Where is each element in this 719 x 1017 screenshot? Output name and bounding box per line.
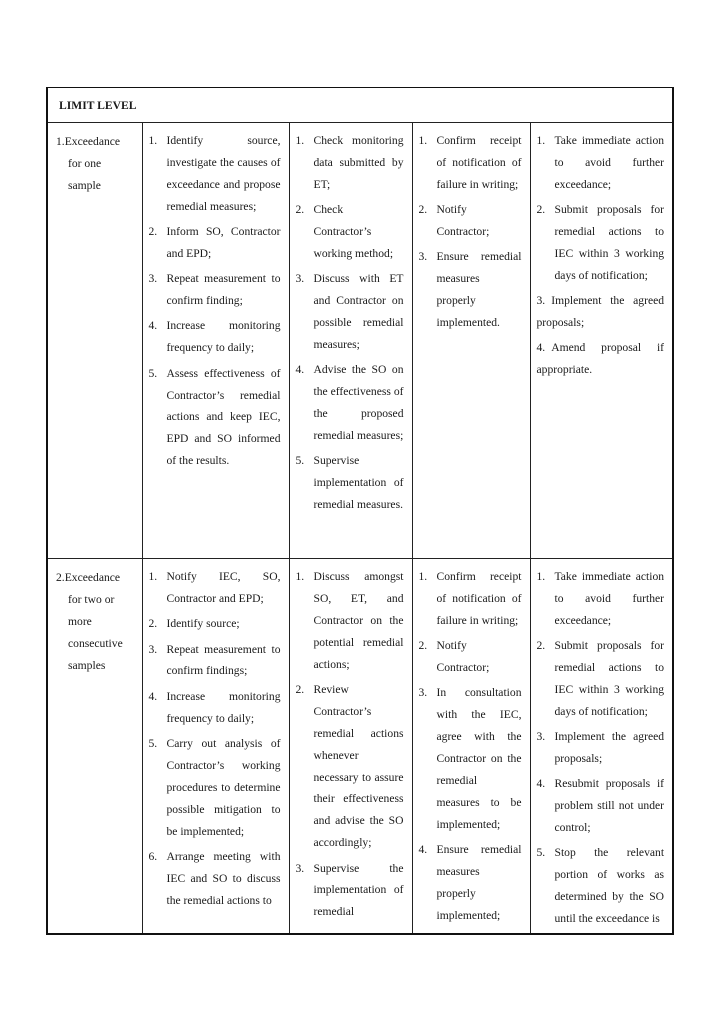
- item-text: Submit proposals for remedial actions to IEC within 3 working days of notification;: [554, 639, 665, 718]
- action-item: [537, 130, 665, 196]
- item-number: 3.: [148, 272, 158, 286]
- item-text: Identify source, investigate the causes of exceedance and propose remedial measures;: [166, 134, 281, 213]
- item-number: 3.: [536, 294, 546, 308]
- item-text: Supervise implementation of remedial measures.: [313, 454, 404, 512]
- item-text: Repeat measurement to confirm finding;: [166, 272, 281, 308]
- et-action-cell: [142, 559, 289, 935]
- item-number: 4.: [536, 777, 546, 791]
- item-number: 2.: [418, 203, 428, 217]
- condition-line: samples: [68, 658, 106, 672]
- action-item: [296, 359, 404, 447]
- item-text: Notify IEC, SO, Contractor and EPD;: [166, 570, 281, 605]
- item-text: Take immediate action to avoid further exceedance;: [554, 134, 665, 191]
- item-number: 1.: [295, 134, 305, 147]
- item-text: Advise the SO on the effectiveness of the proposed remedial measures;: [313, 363, 404, 442]
- item-number: 2.: [536, 203, 546, 217]
- item-text: Implement the agreed proposals;: [536, 294, 665, 330]
- item-number: 6.: [148, 849, 158, 863]
- action-item: [419, 246, 522, 334]
- item-number: 1.: [295, 570, 305, 583]
- item-text: Confirm receipt of notification of failure in writing;: [436, 570, 522, 627]
- action-item: [149, 221, 281, 265]
- iec-action-cell: [289, 123, 412, 559]
- header-row: [47, 88, 673, 123]
- item-number: 4.: [295, 363, 305, 377]
- item-number: 3.: [418, 686, 428, 700]
- action-item: [149, 268, 281, 312]
- action-item: [149, 613, 281, 635]
- iec-action-cell: [289, 559, 412, 935]
- item-number: 5.: [295, 454, 305, 468]
- item-number: 1.: [418, 134, 428, 147]
- action-item: [537, 337, 665, 381]
- action-item: [149, 686, 281, 730]
- item-number: 4.: [148, 319, 158, 333]
- item-number: 2.: [536, 639, 546, 653]
- action-item: [537, 290, 665, 334]
- item-text: Submit proposals for remedial actions to IEC within 3 working days of notification;: [554, 203, 665, 282]
- item-number: 3.: [148, 642, 158, 656]
- item-text: Repeat measurement to confirm findings;: [166, 642, 281, 678]
- action-item: [149, 315, 281, 359]
- item-text: Discuss with ET and Contractor on possible remedial measures;: [313, 272, 404, 351]
- table-row: [47, 559, 673, 935]
- action-item: [419, 682, 522, 835]
- item-text: Amend proposal if appropriate.: [536, 341, 665, 377]
- action-item: [419, 130, 522, 196]
- item-number: 3.: [418, 250, 428, 264]
- item-number: 3.: [536, 730, 546, 744]
- action-item: [296, 679, 404, 854]
- condition-line: more: [68, 614, 92, 628]
- item-text: Stop the relevant portion of works as determined by the SO until the exceedance is: [554, 846, 665, 926]
- item-text: Arrange meeting with IEC and SO to discuss the remedial actions to: [166, 849, 281, 907]
- condition-line: sample: [68, 178, 101, 192]
- condition-line: 1.Exceedance: [56, 135, 121, 148]
- item-number: 2.: [295, 203, 305, 217]
- contractor-action-cell: [530, 123, 673, 559]
- item-number: 1.: [148, 134, 158, 147]
- table-row: [47, 123, 673, 559]
- item-text: Notify Contractor;: [436, 203, 490, 239]
- action-item: [419, 199, 522, 243]
- item-text: Implement the agreed proposals;: [554, 730, 665, 766]
- action-item: [149, 566, 281, 610]
- item-text: Ensure remedial measures properly implemented;: [436, 843, 522, 922]
- action-item: [537, 199, 665, 287]
- item-number: 4.: [418, 843, 428, 857]
- condition-cell: [47, 559, 142, 935]
- action-item: [296, 130, 404, 196]
- item-text: Assess effectiveness of Contractor’s remedial actions and keep IEC, EPD and SO informed of the results.: [166, 366, 281, 468]
- action-item: [149, 130, 281, 218]
- item-text: Increase monitoring frequency to daily;: [166, 689, 281, 725]
- so-action-cell: [412, 123, 530, 559]
- contractor-action-cell: [530, 559, 673, 935]
- action-item: [149, 733, 281, 843]
- item-number: 4.: [148, 689, 158, 703]
- item-text: Check Contractor’s working method;: [313, 203, 394, 260]
- item-number: 2.: [418, 639, 428, 653]
- item-text: Check monitoring data submitted by ET;: [313, 134, 404, 191]
- so-action-cell: [412, 559, 530, 935]
- limit-level-heading: LIMIT LEVEL: [47, 88, 673, 123]
- action-item: [419, 635, 522, 679]
- action-item: [419, 839, 522, 927]
- action-item: [537, 842, 665, 930]
- item-text: Carry out analysis of Contractor’s working procedures to determine possible mitigation to be implemented;: [166, 736, 281, 838]
- item-text: Increase monitoring frequency to daily;: [166, 319, 281, 355]
- item-number: 1.: [536, 134, 546, 147]
- action-item: [296, 450, 404, 516]
- action-item: [149, 363, 281, 473]
- item-text: Supervise the implementation of remedial: [313, 861, 404, 919]
- limit-level-table: [46, 87, 674, 935]
- item-number: 1.: [148, 570, 158, 583]
- item-text: In consultation with the IEC, agree with the Contractor on the remedial measures to be implemented;: [436, 686, 522, 831]
- item-number: 2.: [148, 225, 158, 239]
- item-number: 5.: [148, 736, 158, 750]
- item-text: Inform SO, Contractor and EPD;: [166, 225, 281, 260]
- action-item: [296, 268, 404, 356]
- item-number: 1.: [536, 570, 546, 583]
- item-number: 3.: [295, 861, 305, 875]
- et-action-cell: [142, 123, 289, 559]
- condition-cell: [47, 123, 142, 559]
- item-number: 4.: [536, 341, 546, 355]
- item-text: Take immediate action to avoid further exceedance;: [554, 570, 665, 627]
- item-number: 5.: [148, 366, 158, 380]
- condition-line: consecutive: [68, 636, 123, 650]
- item-text: Confirm receipt of notification of failure in writing;: [436, 134, 522, 191]
- item-number: 2.: [295, 682, 305, 696]
- item-text: Resubmit proposals if problem still not under control;: [554, 777, 665, 835]
- action-item: [149, 639, 281, 683]
- action-item: [537, 773, 665, 839]
- item-text: Identify source;: [166, 617, 240, 631]
- item-number: 1.: [418, 570, 428, 583]
- action-item: [537, 566, 665, 632]
- item-text: Review Contractor’s remedial actions whenever necessary to assure their effectiveness and advise the SO accordingly;: [313, 682, 404, 850]
- item-number: 5.: [536, 846, 546, 860]
- action-item: [296, 199, 404, 265]
- item-text: Discuss amongst SO, ET, and Contractor on the potential remedial actions;: [313, 570, 404, 671]
- action-item: [419, 566, 522, 632]
- item-number: 3.: [295, 272, 305, 286]
- item-text: Ensure remedial measures properly implemented.: [436, 250, 522, 330]
- item-number: 2.: [148, 617, 158, 631]
- condition-line: for two or: [68, 592, 115, 606]
- item-text: Notify Contractor;: [436, 639, 490, 675]
- condition-line: for one: [68, 156, 102, 170]
- condition-line: 2.Exceedance: [56, 571, 121, 584]
- action-item: [296, 566, 404, 676]
- action-item: [296, 858, 404, 924]
- action-item: [537, 726, 665, 770]
- action-item: [537, 635, 665, 723]
- action-item: [149, 846, 281, 912]
